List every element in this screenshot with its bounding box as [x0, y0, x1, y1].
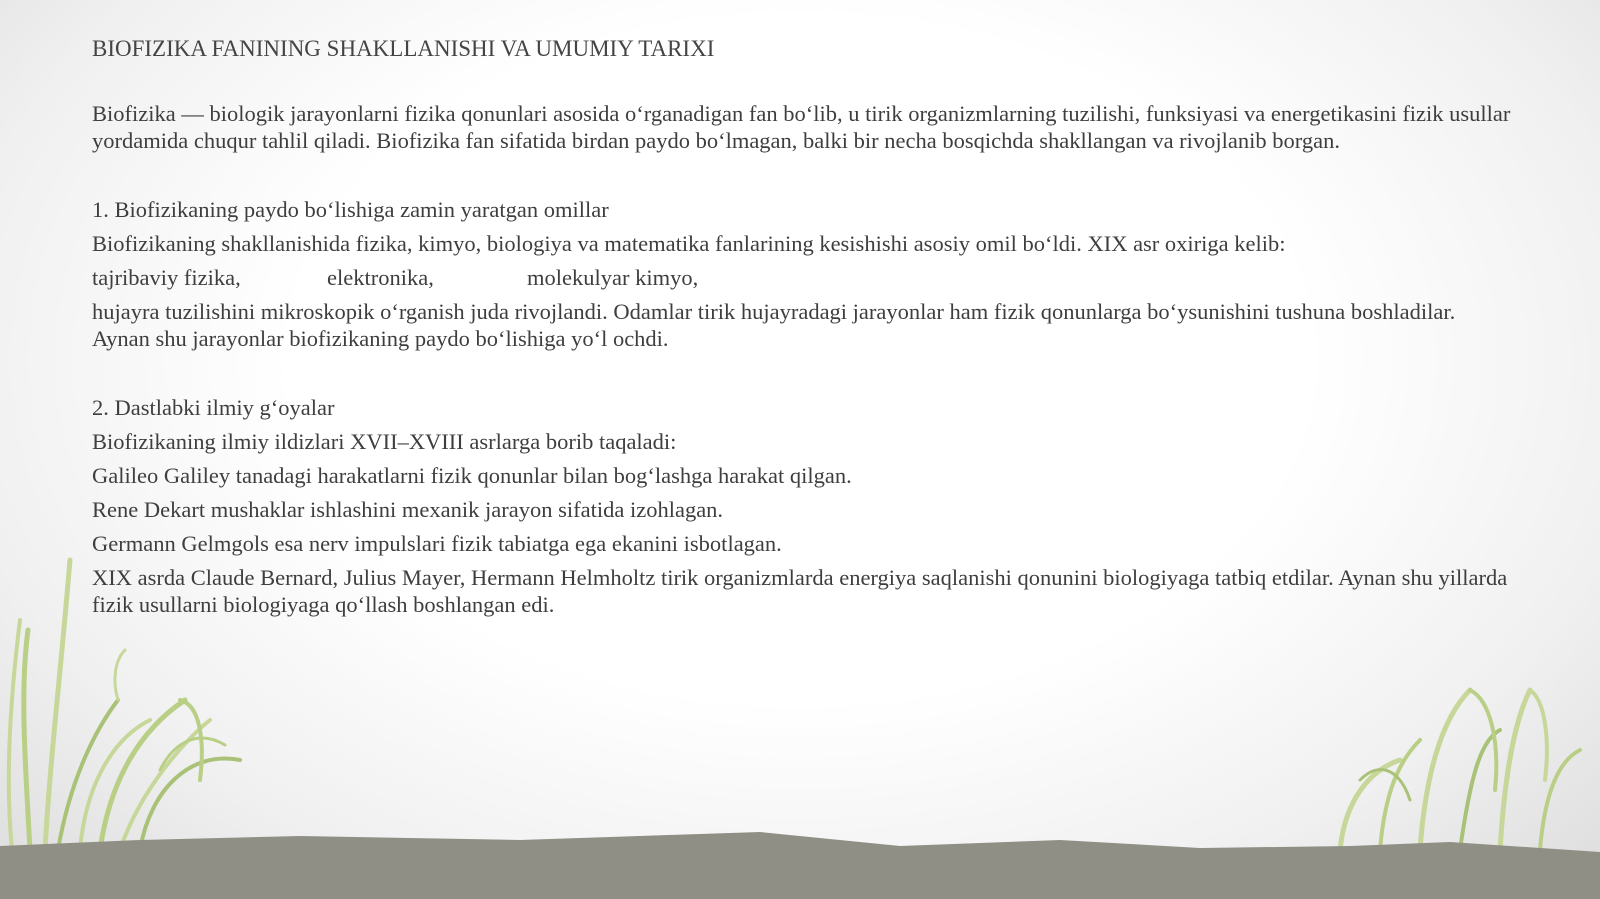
section2-line: Germann Gelmgols esa nerv impulslari fizik tabiatga ega ekanini isbotlagan. [92, 531, 782, 556]
intro-paragraph: Biofizika — biologik jarayonlarni fizika qonunlari asosida oʻrganadigan fan boʻlib, u tirik organizmlarning tuzilishi, funksiyasi va energetikasini fizik usullar yordamida chuqur tahlil qiladi. Biofizika fan sifatida birdan paydo boʻlmagan, balki bir necha bosqichda shakllangan va rivojlanib borgan. [92, 101, 1511, 153]
section1-items [92, 264, 1512, 291]
list-item: molekulyar kimyo, [527, 265, 699, 290]
list-item: tajribaviy fizika, [92, 265, 241, 290]
section1-heading: 1. Biofizikaning paydo boʻlishiga zamin yaratgan omillar [92, 197, 609, 222]
section2-line: Biofizikaning ilmiy ildizlari XVII–XVIII asrlarga borib taqaladi: [92, 429, 677, 454]
slide-content [92, 36, 1512, 618]
section2-line: Rene Dekart mushaklar ishlashini mexanik jarayon sifatida izohlagan. [92, 497, 724, 522]
section1-text: Biofizikaning shakllanishida fizika, kimyo, biologiya va matematika fanlarining kesishishi asosiy omil boʻldi. XIX asr oxiriga kelib: [92, 231, 1286, 256]
right-grass-icon [1340, 690, 1580, 850]
section1-text2: hujayra tuzilishini mikroskopik oʻrganish juda rivojlandi. Odamlar tirik hujayradagi jarayonlar ham fizik qonunlarga boʻysunishini tushuna boshladilar. Aynan shu jarayonlar biofizikaning paydo boʻlishiga yoʻl ochdi. [92, 299, 1456, 351]
section2-line: XIX asrda Claude Bernard, Julius Mayer, Hermann Helmholtz tirik organizmlarda energiya saqlanishi qonunini biologiyaga tatbiq etdilar. Aynan shu yillarda fizik usullarni biologiyaga qoʻllash boshlangan edi. [92, 565, 1508, 617]
section2-line: Galileo Galiley tanadagi harakatlarni fizik qonunlar bilan bogʻlashga harakat qilgan. [92, 463, 852, 488]
slide-title: BIOFIZIKA FANINING SHAKLLANISHI VA UMUMIY TARIXI [92, 36, 715, 61]
ground-strip [0, 832, 1600, 899]
list-item: elektronika, [327, 265, 434, 290]
section2-heading: 2. Dastlabki ilmiy gʻoyalar [92, 395, 335, 420]
